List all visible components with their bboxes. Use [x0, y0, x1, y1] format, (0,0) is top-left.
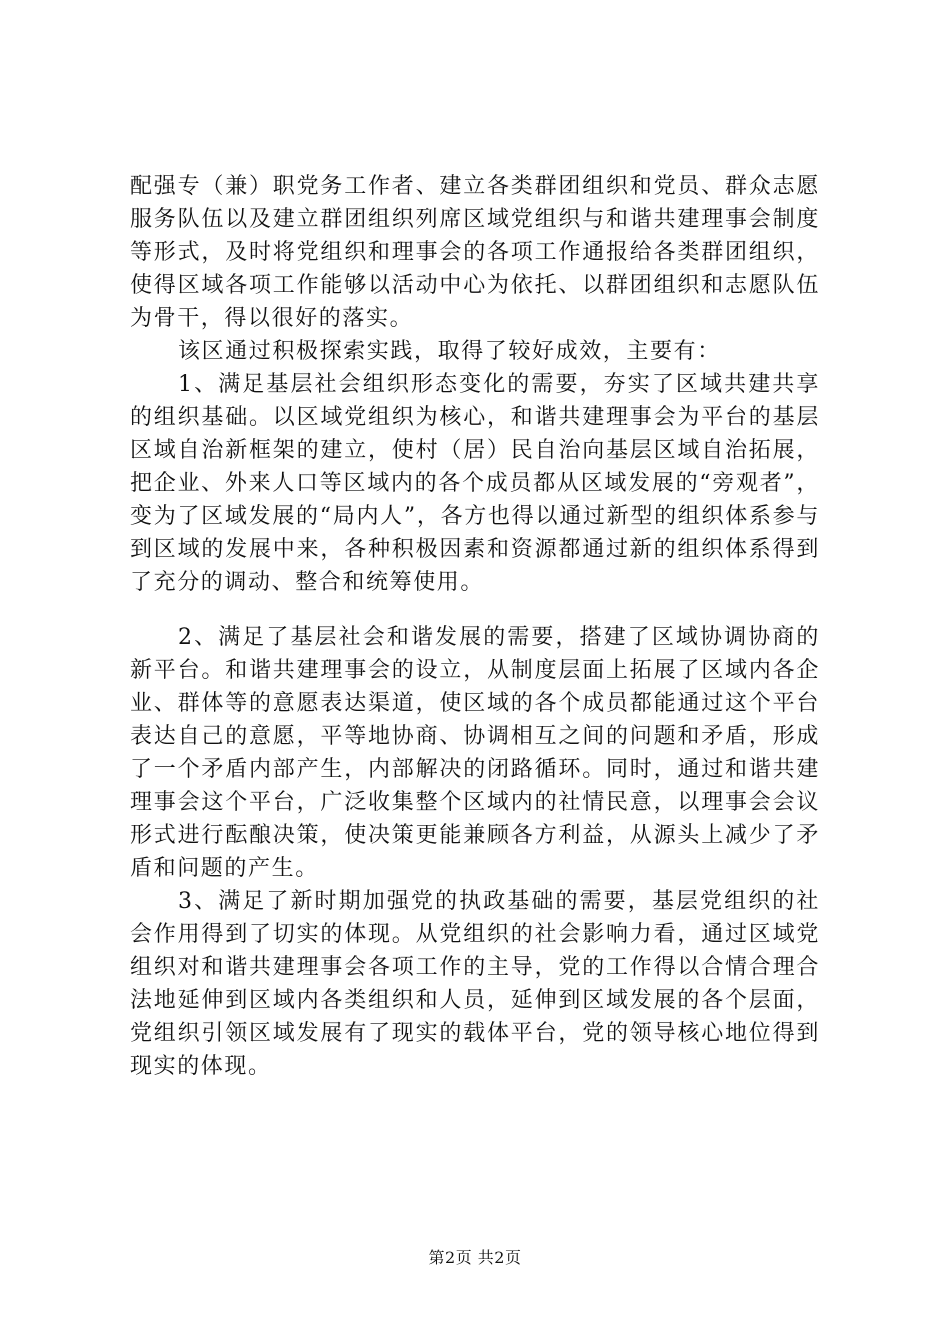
paragraph-point-1: 1、满足基层社会组织形态变化的需要，夯实了区域共建共享的组织基础。以区域党组织为核心，和谐共建理事会为平台的基层区域自治新框架的建立，使村（居）民自治向基层区域自治拓展，把企业、外来人口等区域内的各个成员都从区域发展的“旁观者”，变为了区域发展的“局内人”，各方也得以通过新型的组织体系参与到区域的发展中来，各种积极因素和资源都通过新的组织体系得到了充分的调动、整合和统筹使用。 [130, 372, 820, 595]
page-number-footer: 第2页 共2页 [428, 1248, 522, 1267]
paragraph-point-3: 3、满足了新时期加强党的执政基础的需要，基层党组织的社会作用得到了切实的体现。从党组织的社会影响力看，通过区域党组织对和谐共建理事会各项工作的主导，党的工作得以合情合理合法地延伸到区域内各类组织和人员，延伸到区域发展的各个层面，党组织引领区域发展有了现实的载体平台，党的领导核心地位得到现实的体现。 [130, 889, 820, 1079]
paragraph-summary-intro: 该区通过积极探索实践，取得了较好成效，主要有： [178, 339, 721, 364]
paragraph-point-2: 2、满足了基层社会和谐发展的需要，搭建了区域协调协商的新平台。和谐共建理事会的设立，从制度层面上拓展了区域内各企业、群体等的意愿表达渠道，使区域的各个成员都能通过这个平台表达自己的意愿，平等地协商、协调相互之间的问题和矛盾，形成了一个矛盾内部产生，内部解决的闭路循环。同时，通过和谐共建理事会这个平台，广泛收集整个区域内的社情民意，以理事会会议形式进行酝酿决策，使决策更能兼顾各方利益，从源头上减少了矛盾和问题的产生。 [130, 625, 820, 881]
paragraph-continuation: 配强专（兼）职党务工作者、建立各类群团组织和党员、群众志愿服务队伍以及建立群团组织列席区域党组织与和谐共建理事会制度等形式，及时将党组织和理事会的各项工作通报给各类群团组织，使得区域各项工作能够以活动中心为依托、以群团组织和志愿队伍为骨干，得以很好的落实。 [130, 174, 820, 331]
document-body [130, 170, 820, 1083]
